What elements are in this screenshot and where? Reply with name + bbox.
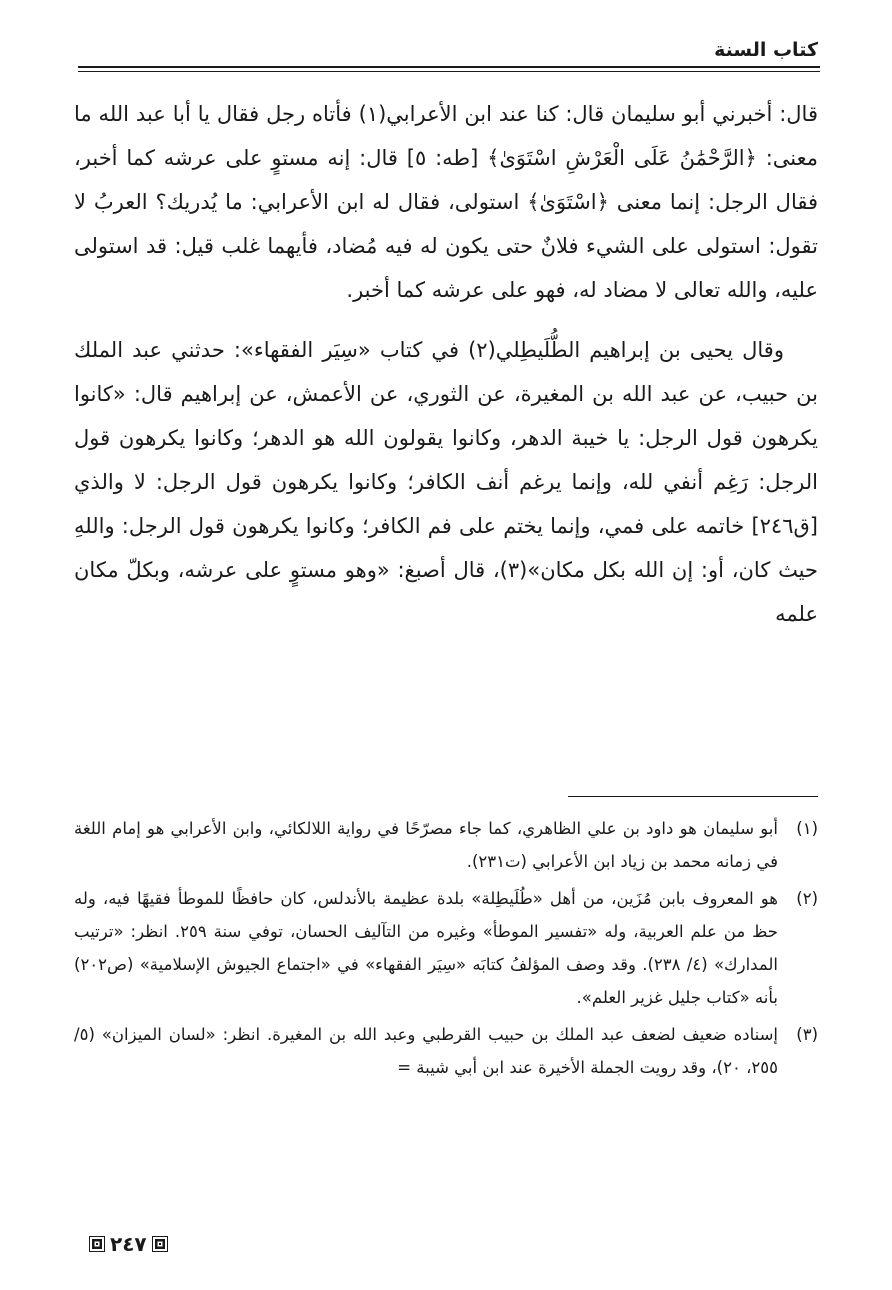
footnote-text: إسناده ضعيف لضعف عبد الملك بن حبيب القرطبي وعبد الله بن المغيرة. انظر: «لسان الميزان» (٥/ ٢٥٥، ٢٠)، وقد رويت الجملة الأخيرة عند ابن أبي شيبة = bbox=[74, 1025, 778, 1077]
ornament-icon bbox=[152, 1236, 168, 1252]
footnote-number: (١) bbox=[796, 819, 818, 838]
footnote-text: هو المعروف بابن مُزَين، من أهل «طُلَيطِلة» بلدة عظيمة بالأندلس، كان حافظًا للموطأ فقيهًا فيه، وله حظ من علم العربية، وله «تفسير الموطأ» وغيره من التآليف الحسان، توفي سنة ٢٥٩. انظر: «ترتيب المدارك» (٤/ ٢٣٨). وقد وصف المؤلفُ كتابَه «سِيَر الفقهاء» في «اجتماع الجيوش الإسلامية» (ص٢٠٢) بأنه «كتاب جليل غزير العلم». bbox=[74, 889, 778, 1007]
running-head: كتاب السنة bbox=[714, 39, 818, 61]
footnote-number: (٣) bbox=[796, 1025, 818, 1044]
footnote bbox=[74, 1018, 818, 1084]
header-rule-thick bbox=[78, 66, 820, 68]
footnote-text: أبو سليمان هو داود بن علي الظاهري، كما جاء مصرّحًا في رواية اللالكائي، وابن الأعرابي هو إمام اللغة في زمانه محمد بن زياد ابن الأعرابي (ت٢٣١). bbox=[74, 819, 778, 871]
header-rule-thin bbox=[78, 71, 820, 72]
footnotes bbox=[74, 812, 818, 1088]
footnote bbox=[74, 882, 818, 1014]
paragraph: وقال يحيى بن إبراهيم الطُّلَيطِلي(٢) في كتاب «سِيَر الفقهاء»: حدثني عبد الملك بن حبيب، عن عبد الله بن المغيرة، عن الثوري، عن الأعمش، عن إبراهيم قال: «كانوا يكرهون قول الرجل: يا خيبة الدهر، وكانوا يقولون الله هو الدهر؛ وكانوا يكرهون قول الرجل: رَغِم أنفي لله، وإنما يرغم أنف الكافر؛ وكانوا يكرهون قول الرجل: لا والذي [ق٢٤٦] خاتمه على فمي، وإنما يختم على فم الكافر؛ وكانوا يكرهون قول الرجل: واللهِ حيث كان، أو: إن الله بكل مكان»(٣)، قال أصبغ: «وهو مستوٍ على عرشه، وبكلّ مكان علمه bbox=[74, 338, 819, 626]
paragraph: قال: أخبرني أبو سليمان قال: كنا عند ابن الأعرابي(١) فأتاه رجل فقال يا أبا عبد الله ما معنى: ﴿الرَّحْمَٰنُ عَلَى الْعَرْشِ اسْتَوَىٰ﴾ [طه: ٥] قال: إنه مستوٍ على عرشه كما أخبر، فقال الرجل: إنما معنى ﴿اسْتَوَىٰ﴾ استولى، فقال له ابن الأعرابي: ما يُدريك؟ العربُ لا تقول: استولى على الشيء فلانٌ حتى يكون له فيه مُضاد، فأيهما غلب قيل: قد استولى عليه، والله تعالى لا مضاد له، فهو على عرشه كما أخبر. bbox=[74, 102, 818, 302]
page-number: ٢٤٧ bbox=[110, 1232, 147, 1256]
footnote-number: (٢) bbox=[796, 889, 818, 908]
footnote-separator bbox=[568, 796, 818, 797]
footnote bbox=[74, 812, 818, 878]
main-text bbox=[74, 92, 818, 636]
page-folio bbox=[84, 1232, 173, 1256]
ornament-icon bbox=[89, 1236, 105, 1252]
